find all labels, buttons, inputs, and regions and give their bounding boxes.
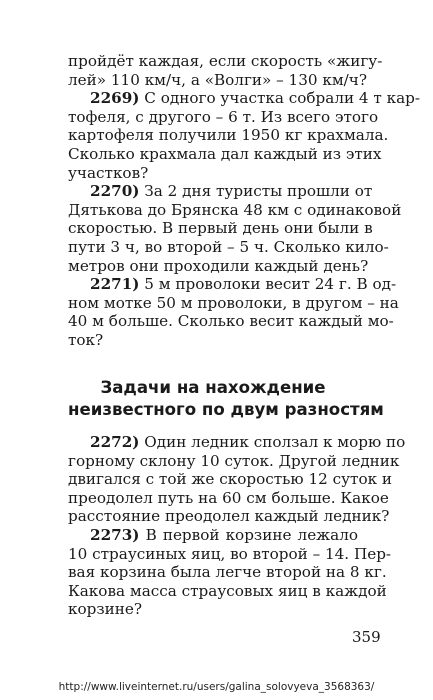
problems-block-bottom: [68, 433, 406, 619]
text-line: вая корзина была легче второй на 8 кг.: [68, 563, 387, 582]
problem-number: 2271): [90, 275, 140, 294]
problem-text: С одного участка собрали 4 т кар-: [139, 89, 421, 108]
text-line: Сколько крахмала дал каждый из этих: [68, 144, 382, 163]
problem-2270: [68, 182, 402, 275]
problem-number: 2272): [90, 433, 140, 451]
problem-text: Один ледник сползал к морю по: [139, 433, 406, 451]
problem-2268-continuation: [68, 52, 383, 89]
problem-2272: [68, 433, 406, 526]
text-line: [68, 433, 406, 452]
section-heading-line: Задачи на нахождение: [100, 378, 326, 397]
text-line: [68, 526, 358, 545]
text-line: тофеля, с другого – 6 т. Из всего этого: [68, 107, 379, 126]
text-line: пути 3 ч, во второй – 5 ч. Сколько кило-: [68, 237, 389, 256]
problems-block-top: [68, 52, 421, 350]
text-line: участков?: [68, 163, 149, 182]
text-line: лей» 110 км/ч, а «Волги» – 130 км/ч?: [68, 70, 367, 89]
problem-number: 2269): [90, 89, 140, 108]
text-line: скоростью. В первый день они были в: [68, 219, 373, 238]
text-line: преодолел путь на 60 см больше. Какое: [68, 488, 389, 507]
problem-text: В первой корзине лежало: [139, 525, 358, 544]
problem-text: 5 м проволоки весит 24 г. В од-: [139, 275, 397, 294]
section-heading-line: неизвестного по двум разностям: [68, 399, 384, 419]
text-line: Дятькова до Брянска 48 км с одинаковой: [68, 200, 402, 219]
text-line: 10 страусиных яиц, во второй – 14. Пер-: [68, 544, 392, 563]
text-line: расстояние преодолел каждый ледник?: [68, 507, 390, 526]
text-line: [68, 275, 397, 294]
text-line: ном мотке 50 м проволоки, в другом – на: [68, 293, 399, 312]
text-line: горному склону 10 суток. Другой ледник: [68, 451, 400, 470]
text-line: [68, 182, 373, 201]
problem-2271: [68, 275, 399, 349]
text-line: ток?: [68, 330, 104, 349]
text-line: метров они проходили каждый день?: [68, 256, 369, 275]
text-line: 40 м больше. Сколько весит каждый мо-: [68, 312, 394, 331]
problem-2269: [68, 89, 421, 182]
source-url-watermark: http://www.liveinternet.ru/users/galina_solovyeva_3568363/: [58, 681, 375, 693]
problem-number: 2270): [90, 182, 140, 201]
text-line: пройдёт каждая, если скорость «жигу-: [68, 52, 383, 70]
problem-2273: [68, 525, 392, 619]
text-line: двигался с той же скоростью 12 суток и: [68, 470, 393, 489]
section-heading: [68, 377, 384, 420]
problem-number: 2273): [90, 525, 140, 544]
problem-text: За 2 дня туристы прошли от: [139, 182, 373, 201]
page-number: 359: [352, 628, 381, 646]
text-line: корзине?: [68, 600, 143, 619]
text-line: Какова масса страусовых яиц в каждой: [68, 581, 387, 600]
text-line: [68, 89, 421, 108]
text-line: картофеля получили 1950 кг крахмала.: [68, 126, 389, 145]
